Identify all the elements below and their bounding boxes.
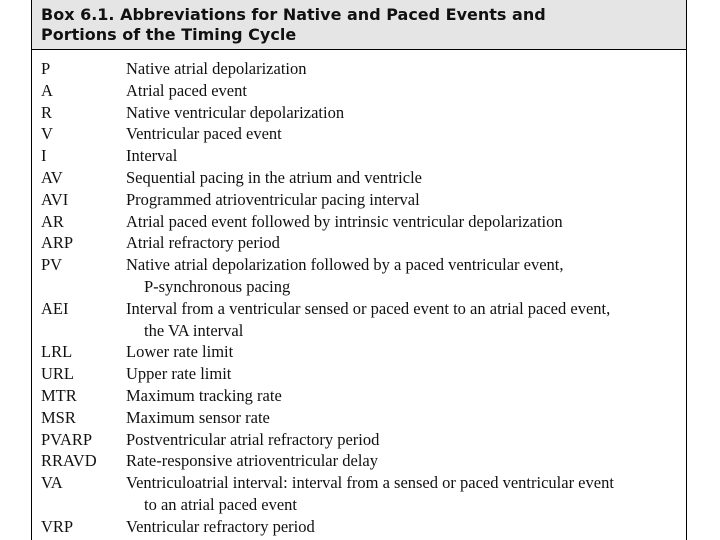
abbreviation-definition (126, 254, 686, 298)
abbreviation-term: AR (41, 211, 64, 231)
definition-text: Native atrial depolarization followed by a paced ventricular event, (126, 255, 564, 275)
abbreviation-row (32, 298, 686, 342)
definition-text: Atrial paced event (126, 80, 247, 100)
definition-text: Ventricular paced event (126, 124, 282, 144)
abbreviation-definition (126, 363, 686, 385)
abbreviation-row (32, 167, 686, 189)
definition-continuation: the VA interval (144, 320, 244, 340)
abbreviation-row (32, 80, 686, 102)
definition-continuation: to an atrial paced event (144, 494, 298, 514)
abbreviation-term: RRAVD (41, 451, 97, 471)
abbreviation-row (32, 341, 686, 363)
definition-text: Sequential pacing in the atrium and ventricle (126, 167, 422, 187)
abbreviation-term: URL (41, 364, 74, 384)
definition-text: Rate-responsive atrioventricular delay (126, 451, 378, 471)
definition-text: Interval (126, 146, 178, 166)
abbreviation-term: A (41, 80, 53, 100)
abbreviation-definition (126, 429, 686, 451)
definition-text: Atrial paced event followed by intrinsic ventricular depolarization (126, 211, 563, 231)
abbreviation-row (32, 516, 686, 538)
abbreviation-list (32, 58, 686, 538)
abbreviation-definition (126, 232, 686, 254)
abbreviation-row (32, 450, 686, 472)
abbreviation-row (32, 363, 686, 385)
abbreviation-definition (126, 407, 686, 429)
abbreviation-definition (126, 167, 686, 189)
abbreviation-definition (126, 298, 686, 342)
abbreviation-row (32, 407, 686, 429)
abbreviation-row (32, 123, 686, 145)
box-title-line-2: Portions of the Timing Cycle (41, 25, 297, 44)
abbreviation-term: PVARP (41, 429, 93, 449)
abbreviations-box (31, 0, 687, 540)
definition-text: Maximum tracking rate (126, 385, 282, 405)
definition-text: Atrial refractory period (126, 233, 280, 253)
abbreviation-definition (126, 341, 686, 363)
definition-text: Ventriculoatrial interval: interval from a sensed or paced ventricular event (126, 473, 614, 493)
abbreviation-definition (126, 211, 686, 233)
definition-text: Maximum sensor rate (126, 407, 270, 427)
abbreviation-definition (126, 102, 686, 124)
abbreviation-definition (126, 385, 686, 407)
definition-text: Interval from a ventricular sensed or paced event to an atrial paced event, (126, 298, 611, 318)
abbreviation-row (32, 385, 686, 407)
definition-text: Native atrial depolarization (126, 59, 307, 78)
box-header (32, 0, 686, 50)
abbreviation-term: MSR (41, 407, 76, 427)
definition-text: Upper rate limit (126, 364, 232, 384)
abbreviation-definition (126, 516, 686, 538)
abbreviation-row (32, 232, 686, 254)
abbreviation-term: LRL (41, 342, 73, 362)
definition-continuation: P-synchronous pacing (144, 276, 291, 296)
abbreviation-term: I (41, 146, 47, 166)
abbreviation-term: VA (41, 473, 63, 493)
definition-text: Programmed atrioventricular pacing interval (126, 189, 420, 209)
abbreviation-row (32, 211, 686, 233)
abbreviation-term: AEI (41, 298, 69, 318)
definition-text: Lower rate limit (126, 342, 234, 362)
abbreviation-definition (126, 450, 686, 472)
definition-text: Ventricular refractory period (126, 516, 315, 536)
abbreviation-definition (126, 123, 686, 145)
definition-text: Postventricular atrial refractory period (126, 429, 380, 449)
abbreviation-term: MTR (41, 385, 77, 405)
abbreviation-term: V (41, 124, 53, 144)
abbreviation-term: PV (41, 255, 63, 275)
box-title-line-1: Box 6.1. Abbreviations for Native and Paced Events and (41, 5, 546, 24)
abbreviation-definition (126, 58, 686, 80)
abbreviation-term: VRP (41, 516, 74, 536)
abbreviation-row (32, 429, 686, 451)
abbreviation-term: AVI (41, 189, 69, 209)
abbreviation-row (32, 145, 686, 167)
abbreviation-definition (126, 472, 686, 516)
definition-text: Native ventricular depolarization (126, 102, 345, 122)
abbreviation-row (32, 472, 686, 516)
abbreviation-term: R (41, 102, 53, 122)
abbreviation-row (32, 254, 686, 298)
abbreviation-term: ARP (41, 233, 74, 253)
abbreviation-term: P (41, 59, 51, 78)
abbreviation-term: AV (41, 167, 63, 187)
abbreviation-definition (126, 145, 686, 167)
abbreviation-definition (126, 189, 686, 211)
abbreviation-row (32, 58, 686, 80)
abbreviation-row (32, 189, 686, 211)
abbreviation-definition (126, 80, 686, 102)
abbreviation-row (32, 102, 686, 124)
